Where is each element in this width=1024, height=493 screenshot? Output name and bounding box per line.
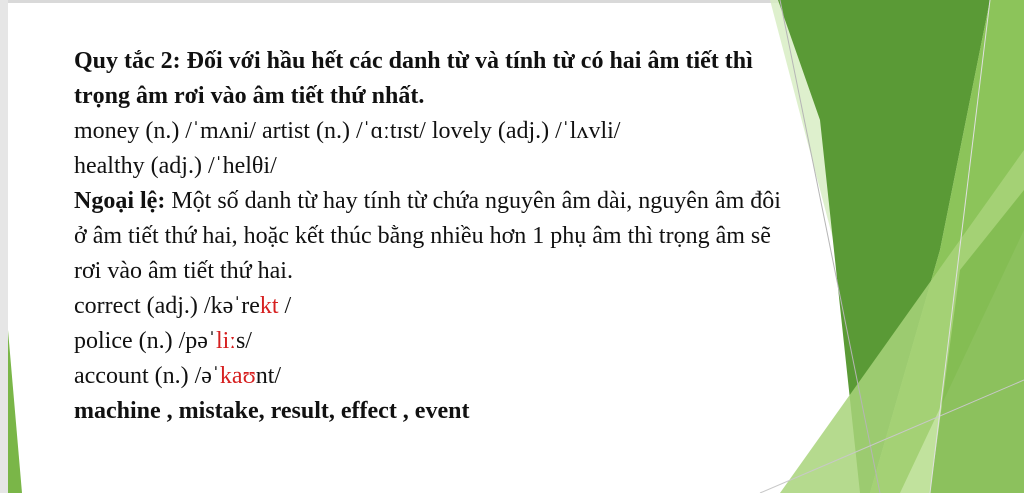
exception-text-1: Một số danh từ hay tính từ chứa nguyên âm dài, nguyên âm đôi bbox=[165, 188, 781, 214]
account-stress-highlight: kaʊ bbox=[219, 363, 256, 389]
exception-line-1 bbox=[74, 184, 954, 219]
correct-text: correct (adj.) /kəˈre bbox=[74, 293, 260, 319]
exception-label: Ngoại lệ: bbox=[74, 188, 166, 214]
exception-line-2: ở âm tiết thứ hai, hoặc kết thúc bằng nhiều hơn 1 phụ âm thì trọng âm sẽ bbox=[74, 223, 771, 249]
examples-line-1: money (n.) /ˈmʌni/ artist (n.) /ˈɑːtɪst/ lovely (adj.) /ˈlʌvli/ bbox=[74, 118, 621, 144]
rule-title-line-2: trọng âm rơi vào âm tiết thứ nhất. bbox=[74, 83, 425, 109]
police-stress-highlight: liː bbox=[215, 328, 236, 354]
account-text-end: nt/ bbox=[255, 363, 282, 389]
account-text: account (n.) /əˈ bbox=[74, 363, 220, 389]
correct-stress-highlight: kt bbox=[259, 293, 279, 319]
examples-line-2: healthy (adj.) /ˈhelθi/ bbox=[74, 153, 277, 179]
example-correct bbox=[74, 289, 954, 324]
correct-text-end: / bbox=[278, 293, 292, 319]
police-text: police (n.) /pəˈ bbox=[74, 328, 216, 354]
slide-content bbox=[74, 44, 954, 429]
left-green-shape bbox=[8, 330, 22, 493]
rule-title-line-1: Quy tắc 2: Đối với hầu hết các danh từ và tính từ có hai âm tiết thì bbox=[74, 48, 753, 74]
police-text-end: s/ bbox=[235, 328, 252, 354]
exception-line-3: rơi vào âm tiết thứ hai. bbox=[74, 258, 293, 284]
example-police bbox=[74, 324, 954, 359]
example-account bbox=[74, 359, 954, 394]
final-words: machine , mistake, result, effect , event bbox=[74, 398, 470, 424]
